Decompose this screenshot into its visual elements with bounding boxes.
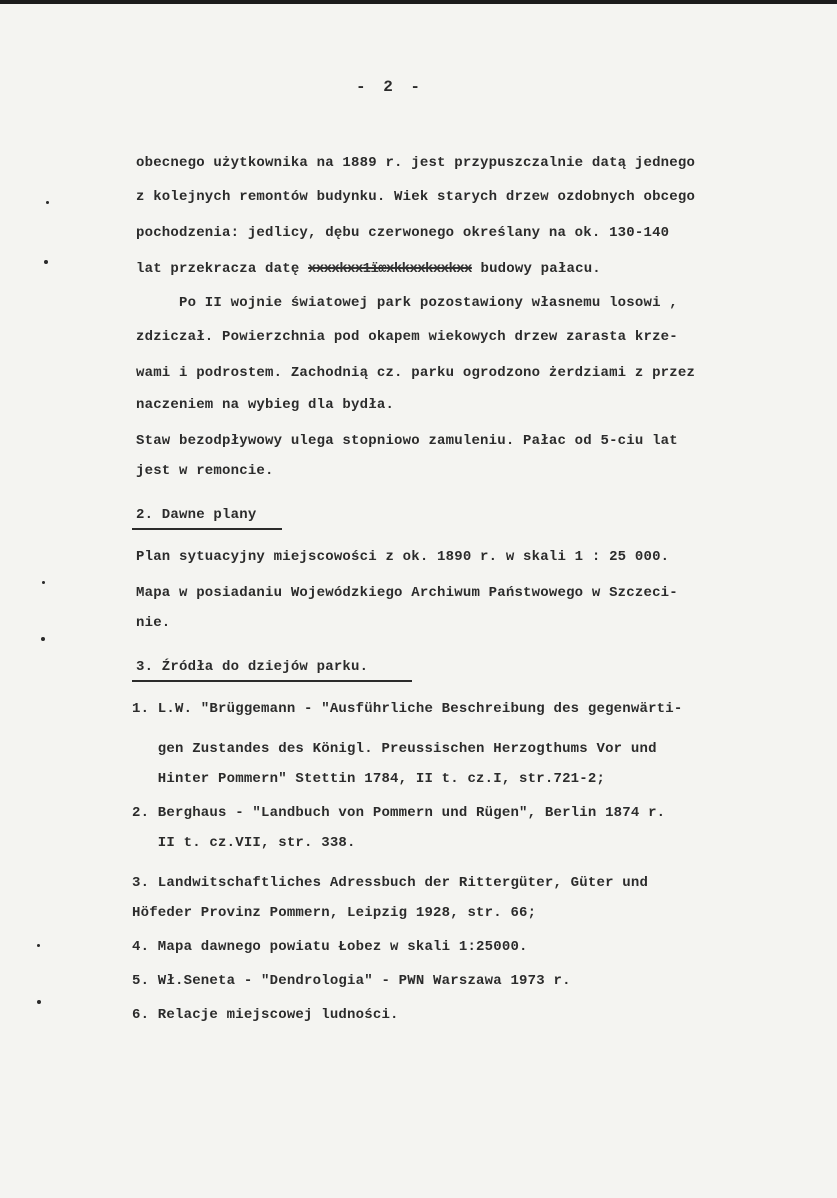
heading-underline xyxy=(132,680,412,682)
margin-mark xyxy=(41,637,45,641)
list-item: 1. L.W. "Brüggemann - "Ausführliche Beschreibung des gegenwärti- xyxy=(132,701,683,717)
text-line: z kolejnych remontów budynku. Wiek starych drzew ozdobnych obcego xyxy=(136,189,696,205)
list-item: 4. Mapa dawnego powiatu Łobez w skali 1:25000. xyxy=(132,939,528,955)
text-fragment: budowy pałacu. xyxy=(471,261,601,277)
page-number: - 2 - xyxy=(356,78,425,96)
text-line: Plan sytuacyjny miejscowości z ok. 1890 r. w skali 1 : 25 000. xyxy=(136,549,670,565)
text-fragment: lat przekracza datę xyxy=(136,261,309,277)
text-line: Po II wojnie światowej park pozostawiony własnemu losowi , xyxy=(136,295,678,311)
text-line: obecnego użytkownika na 1889 r. jest przypuszczalnie datą jednego xyxy=(136,155,696,171)
text-line: Staw bezodpływowy ulega stopniowo zamuleniu. Pałac od 5-ciu lat xyxy=(136,433,678,449)
list-item: 2. Berghaus - "Landbuch von Pommern und Rügen", Berlin 1874 r. xyxy=(132,805,666,821)
list-item: 6. Relacje miejscowej ludności. xyxy=(132,1007,399,1023)
margin-mark xyxy=(37,1000,41,1004)
margin-mark xyxy=(46,201,49,204)
list-item: Hinter Pommern" Stettin 1784, II t. cz.I, str.721-2; xyxy=(132,771,606,787)
text-line: zdziczał. Powierzchnia pod okapem wiekowych drzew zarasta krze- xyxy=(136,329,678,345)
list-item: 5. Wł.Seneta - "Dendrologia" - PWN Warszawa 1973 r. xyxy=(132,973,571,989)
section-heading: 2. Dawne plany xyxy=(136,507,257,523)
list-item: II t. cz.VII, str. 338. xyxy=(132,835,356,851)
struck-out-text: xxxxkxx1ïœxkkxxkxxkxx xyxy=(308,261,472,277)
text-line: wami i podrostem. Zachodnią cz. parku ogrodzono żerdziami z przez xyxy=(136,365,696,381)
text-line xyxy=(136,260,601,278)
section-heading: 3. Źródła do dziejów parku. xyxy=(136,659,369,675)
list-item: Höfeder Provinz Pommern, Leipzig 1928, str. 66; xyxy=(132,905,537,921)
list-item: 3. Landwitschaftliches Adressbuch der Rittergüter, Güter und xyxy=(132,875,649,891)
text-line: Mapa w posiadaniu Wojewódzkiego Archiwum Państwowego w Szczeci- xyxy=(136,585,678,601)
text-line: nie. xyxy=(136,615,171,631)
list-item: gen Zustandes des Königl. Preussischen Herzogthums Vor und xyxy=(132,741,657,757)
heading-underline xyxy=(132,528,282,530)
margin-mark xyxy=(42,581,45,584)
text-line: jest w remoncie. xyxy=(136,463,274,479)
margin-mark xyxy=(44,260,48,264)
text-line: pochodzenia: jedlicy, dębu czerwonego określany na ok. 130-140 xyxy=(136,225,670,241)
text-line: naczeniem na wybieg dla bydła. xyxy=(136,397,395,413)
margin-mark xyxy=(37,944,40,947)
